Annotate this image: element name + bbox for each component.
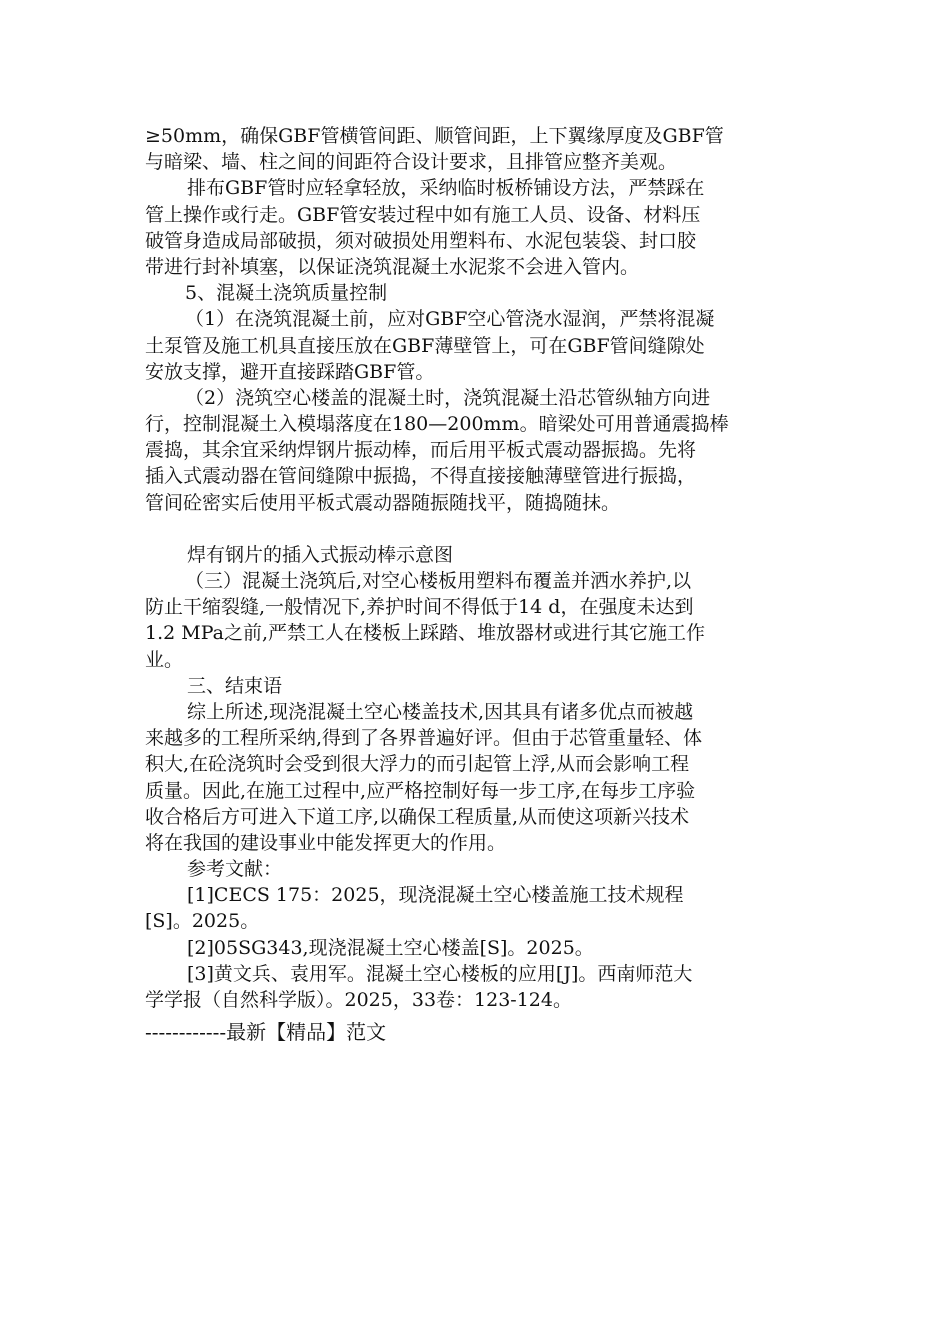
paragraph-line: 综上所述,现浇混凝土空心楼盖技术,因其具有诸多优点而被越 [187, 700, 694, 723]
paragraph-line: 将在我国的建设事业中能发挥更大的作用。 [145, 831, 507, 854]
paragraph-line: 收合格后方可进入下道工序,以确保工程质量,从而使这项新兴技术 [145, 805, 690, 828]
paragraph-line: 防止干缩裂缝,一般情况下,养护时间不得低于14 d，在强度未达到 [145, 596, 694, 619]
reference-item: 学学报（自然科学版）。2025，33卷：123-124。 [145, 989, 572, 1011]
paragraph-line: （1）在浇筑混凝土前，应对GBF空心管浇水湿润，严禁将混凝 [185, 308, 715, 331]
footer-text: ------------最新【精品】范文 [145, 1020, 387, 1044]
paragraph-line: 1.2 MPa之前,严禁工人在楼板上踩踏、堆放器材或进行其它施工作 [145, 622, 706, 645]
reference-item: [3]黄文兵、袁用军。混凝土空心楼板的应用[J]。西南师范大 [187, 962, 693, 985]
paragraph-line: 安放支撑，避开直接踩踏GBF管。 [145, 360, 435, 383]
section-heading: 5、混凝土浇筑质量控制 [185, 282, 388, 305]
paragraph-line: 破管身造成局部破损，须对破损处用塑料布、水泥包装袋、封口胶 [145, 229, 697, 252]
references-heading: 参考文献： [187, 858, 283, 881]
paragraph-line: 管上操作或行走。GBF管安装过程中如有施工人员、设备、材料压 [145, 203, 701, 226]
paragraph-line: 质量。因此,在施工过程中,应严格控制好每一步工序,在每步工序验 [145, 779, 696, 802]
paragraph-line: 与暗梁、墙、柱之间的间距符合设计要求，且排管应整齐美观。 [145, 151, 678, 174]
paragraph-line: （2）浇筑空心楼盖的混凝土时，浇筑混凝土沿芯管纵轴方向进 [185, 386, 711, 409]
paragraph-line: 排布GBF管时应轻拿轻放，采纳临时板桥铺设方法，严禁踩在 [187, 177, 705, 200]
reference-item: [2]05SG343,现浇混凝土空心楼盖[S]。2025。 [187, 936, 594, 959]
paragraph-line: 管间砼密实后使用平板式震动器随振随找平，随捣随抹。 [145, 491, 621, 514]
paragraph-line: 积大,在砼浇筑时会受到很大浮力的而引起管上浮,从而会影响工程 [145, 753, 690, 776]
paragraph-line: 插入式震动器在管间缝隙中振捣，不得直接接触薄壁管进行振捣， [145, 465, 697, 488]
paragraph-line: （三）混凝土浇筑后,对空心楼板用塑料布覆盖并洒水养护,以 [185, 570, 692, 592]
section-heading: 三、结束语 [187, 674, 283, 697]
paragraph-line: 来越多的工程所采纳,得到了各界普遍好评。但由于芯管重量轻、体 [145, 727, 703, 750]
document-body [145, 123, 805, 1013]
paragraph-line: 土泵管及施工机具直接压放在GBF薄壁管上，可在GBF管间缝隙处 [145, 334, 705, 357]
paragraph-line: 带进行封补填塞，以保证浇筑混凝土水泥浆不会进入管内。 [145, 255, 640, 278]
reference-item: [1]CECS 175：2025，现浇混凝土空心楼盖施工技术规程 [187, 884, 684, 907]
paragraph-line: 业。 [145, 648, 184, 671]
paragraph-line: ≥50mm，确保GBF管横管间距、顺管间距，上下翼缘厚度及GBF管 [145, 125, 724, 147]
blank-line [145, 516, 805, 542]
paragraph-line: 震捣，其余宜采纳焊钢片振动棒，而后用平板式震动器振捣。先将 [145, 439, 697, 462]
paragraph-line: 行，控制混凝土入模塌落度在180—200mm。暗梁处可用普通震捣棒 [145, 413, 729, 436]
figure-caption: 焊有钢片的插入式振动棒示意图 [187, 543, 454, 566]
reference-item: [S]。2025。 [145, 910, 260, 933]
